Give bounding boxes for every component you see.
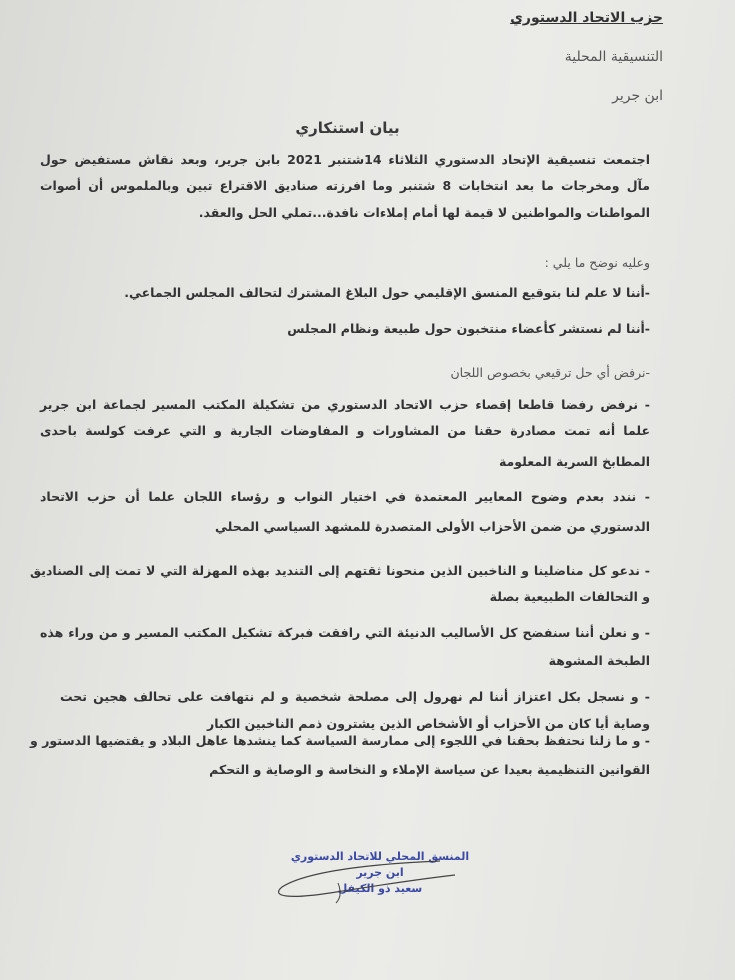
point-line: - نرفض رفضا قاطعا إقصاء حزب الاتحاد الدستوري من تشكيلة المكتب المسير لجماعة ابن جرير (40, 397, 650, 412)
point-line: -أننا لا علم لنا بتوقيع المنسق الإقليمي حول البلاغ المشترك لتحالف المجلس الجماعي. (124, 285, 650, 300)
point-line: - نندد بعدم وضوح المعايير المعتمدة في اختيار النواب و رؤساء اللجان علما أن حزب الاتحاد (40, 489, 650, 504)
point-line: -نرفض أي حل ترقيعي بخصوص اللجان (450, 365, 650, 380)
city: ابن جرير (612, 88, 663, 104)
point-line: - و نسجل بكل اعتزاز أننا لم نهرول إلى مصلحة شخصية و لم نتهافت على تحالف هجين تحت (60, 689, 650, 704)
point-line: - ندعو كل مناضلينا و الناخبين الذين منحونا ثقتهم إلى التنديد بهذه المهزلة التي لا تمت إلى الصناديق (30, 563, 650, 578)
point-line: الطبخة المشوهة (548, 653, 650, 668)
intro-line: اجتمعت تنسيقية الإتحاد الدستوري الثلاثاء 14شتنبر 2021 بابن جرير، وبعد نقاش مستفيض حول (40, 152, 650, 167)
point-line: علما أنه تمت مصادرة حقنا من المشاورات و المفاوضات الجارية و التي عرفت كولسة باحدى (40, 423, 650, 438)
intro-line: المواطنات والمواطنين لا قيمة لها أمام إملاءات نافدة...تملي الحل والعقد. (198, 205, 650, 220)
point-line: - و نعلن أننا سنفضح كل الأساليب الدنيئة التي رافقت فبركة تشكيل المكتب المسير و من وراء هذه (40, 625, 650, 640)
intro-line: مآل ومخرجات ما بعد انتخابات 8 شتنبر وما افرزته صناديق الاقتراع تبين وبالملموس أن أصوات (40, 178, 650, 193)
statement-title: بيان استنكاري (295, 119, 400, 137)
signature-name: سعيد ذو الكيفل (337, 882, 423, 895)
lead-in: وعليه نوضح ما يلي : (544, 255, 650, 270)
signature-role: المنسق المحلي للاتحاد الدستوري (290, 850, 470, 863)
point-line: القوانين التنظيمية بعيدا عن سياسة الإملاء و النخاسة و الوصاية و التحكم (209, 762, 650, 777)
point-line: وصاية أيا كان من الأحزاب أو الأشخاص الذين يشترون ذمم الناخبين الكبار (207, 716, 650, 731)
local-unit: التنسيقية المحلية (564, 49, 663, 65)
point-line: - و ما زلنا نحتفظ بحقنا في اللجوء إلى ممارسة السياسة كما ينشدها عاهل البلاد و يقتضيها الدستور و (30, 733, 650, 748)
signature-city: ابن جرير (356, 866, 404, 879)
point-line: الدستوري من ضمن الأحزاب الأولى المتصدرة للمشهد السياسي المحلي (214, 519, 650, 534)
point-line: -أننا لم نستشر كأعضاء منتخبون حول طبيعة ونظام المجلس (287, 321, 650, 336)
point-line: و التحالفات الطبيعية بصلة (489, 589, 650, 604)
point-line: المطابخ السرية المعلومة (498, 454, 650, 469)
handwritten-signature-icon (270, 855, 460, 905)
party-name: حزب الاتحاد الدستوري (510, 10, 663, 26)
